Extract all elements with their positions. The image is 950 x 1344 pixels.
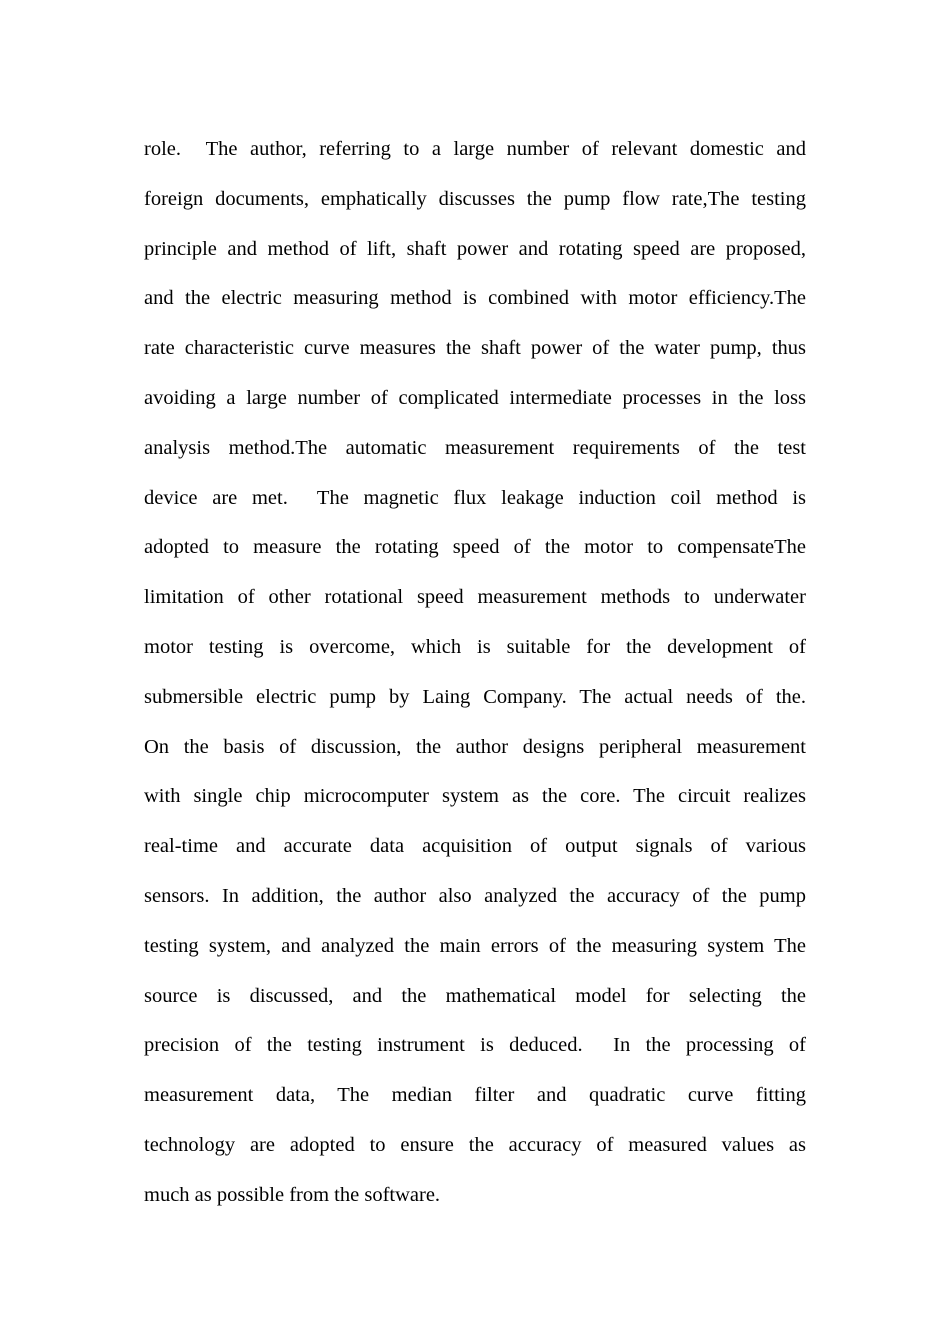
text-line: role. The author, referring to a large number of relevant domestic and xyxy=(144,138,806,160)
text-line: source is discussed, and the mathematical model for selecting the xyxy=(144,984,806,1007)
text-line: testing system, and analyzed the main errors of the measuring system The xyxy=(144,934,806,957)
text-line: device are met. The magnetic flux leakage induction coil method is xyxy=(144,486,806,509)
text-line: submersible electric pump by Laing Company. The actual needs of the. xyxy=(144,685,806,708)
text-line: technology are adopted to ensure the accuracy of measured values as xyxy=(144,1133,806,1156)
text-line: with single chip microcomputer system as the core. The circuit realizes xyxy=(144,785,806,808)
body-paragraph xyxy=(144,125,806,1221)
text-line: principle and method of lift, shaft power and rotating speed are proposed, xyxy=(144,237,806,260)
text-line: foreign documents, emphatically discusses the pump flow rate,The testing xyxy=(144,187,806,210)
text-line: rate characteristic curve measures the shaft power of the water pump, thus xyxy=(144,337,806,360)
text-line: adopted to measure the rotating speed of the motor to compensateThe xyxy=(144,536,806,559)
text-line: precision of the testing instrument is deduced. In the processing of xyxy=(144,1034,806,1057)
text-line: On the basis of discussion, the author designs peripheral measurement xyxy=(144,735,806,758)
text-line: avoiding a large number of complicated intermediate processes in the loss xyxy=(144,386,806,409)
text-line-last: much as possible from the software. xyxy=(144,1183,441,1206)
text-line: analysis method.The automatic measurement requirements of the test xyxy=(144,436,806,459)
text-line: and the electric measuring method is combined with motor efficiency.The xyxy=(144,287,806,310)
text-line: real-time and accurate data acquisition of output signals of various xyxy=(144,835,806,858)
text-line: measurement data, The median filter and quadratic curve fitting xyxy=(144,1084,806,1107)
text-line: limitation of other rotational speed measurement methods to underwater xyxy=(144,586,806,609)
text-line: motor testing is overcome, which is suitable for the development of xyxy=(144,635,806,658)
text-line: sensors. In addition, the author also analyzed the accuracy of the pump xyxy=(144,884,806,907)
